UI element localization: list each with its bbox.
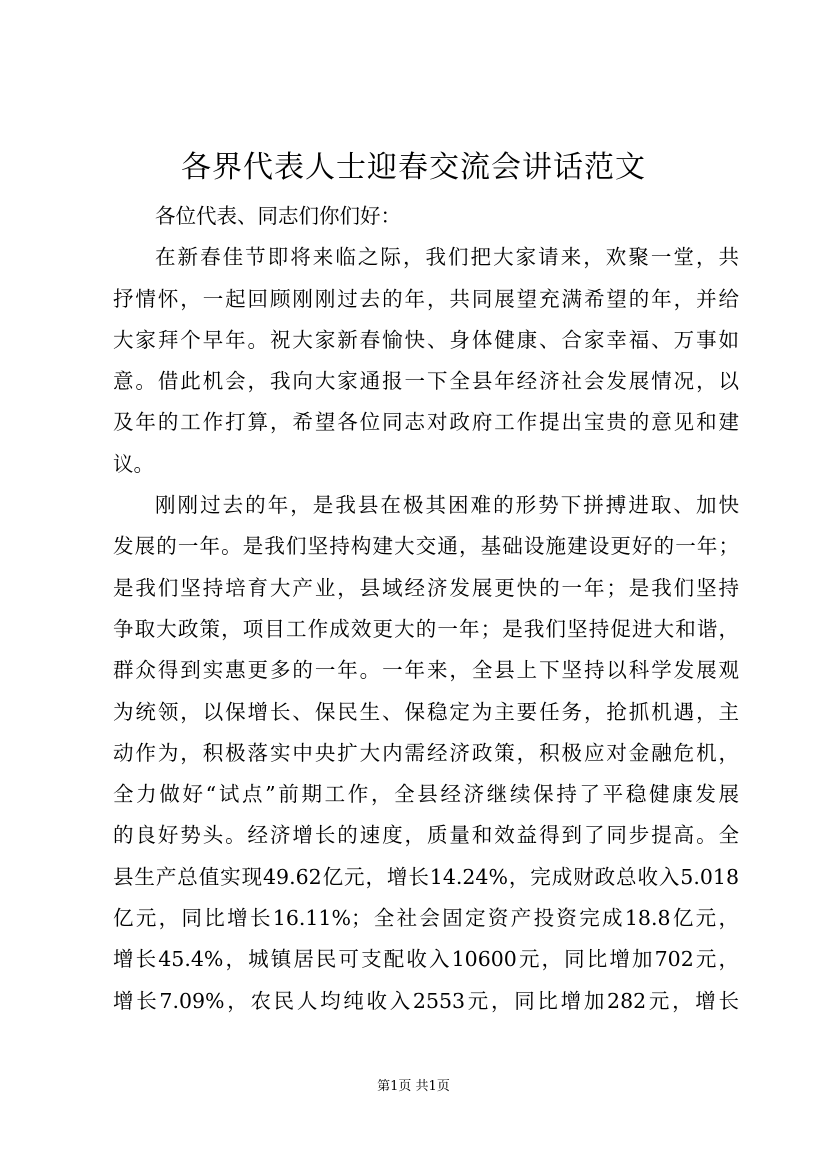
paragraph-line: 亿元，同比增长16.11%；全社会固定资产投资完成18.8亿元， <box>113 906 739 931</box>
paragraph-line: 发展的一年。是我们坚持构建大交通，基础设施建设更好的一年； <box>113 534 739 559</box>
paragraph-line: 县生产总值实现49.62亿元，增长14.24%，完成财政总收入5.018 <box>113 864 739 889</box>
paragraph-line: 意。借此机会，我向大家通报一下全县年经济社会发展情况，以 <box>113 369 739 394</box>
paragraph-line: 是我们坚持培育大产业，县域经济发展更快的一年；是我们坚持 <box>113 575 739 600</box>
paragraph-line: 的良好势头。经济增长的速度，质量和效益得到了同步提高。全 <box>113 823 739 848</box>
paragraph-line: 动作为，积极落实中央扩大内需经济政策，积极应对金融危机， <box>113 740 739 765</box>
paragraph-line: 刚刚过去的年，是我县在极其困难的形势下拼搏进取、加快 <box>155 493 739 518</box>
paragraph-line: 争取大政策，项目工作成效更大的一年；是我们坚持促进大和谐， <box>113 616 739 641</box>
salutation-line: 各位代表、同志们你们好： <box>155 204 401 228</box>
paragraph-line: 抒情怀，一起回顾刚刚过去的年，共同展望充满希望的年，并给 <box>113 286 739 311</box>
paragraph-line: 全力做好“试点”前期工作，全县经济继续保持了平稳健康发展 <box>113 782 739 807</box>
paragraph-line: 增长45.4%，城镇居民可支配收入10600元，同比增加702元， <box>113 947 739 972</box>
paragraph-line: 及年的工作打算，希望各位同志对政府工作提出宝贵的意见和建 <box>113 410 739 435</box>
document-body <box>113 196 739 1022</box>
paragraph-line: 群众得到实惠更多的一年。一年来，全县上下坚持以科学发展观 <box>113 658 739 683</box>
paragraph-line: 为统领，以保增长、保民生、保稳定为主要任务，抢抓机遇，主 <box>113 699 739 724</box>
paragraph-line: 大家拜个早年。祝大家新春愉快、身体健康、合家幸福、万事如 <box>113 327 739 352</box>
document-title: 各界代表人士迎春交流会讲话范文 <box>181 150 646 185</box>
page-footer: 第1页 共1页 <box>377 1079 450 1094</box>
paragraph-line: 议。 <box>113 451 154 476</box>
paragraph-line: 在新春佳节即将来临之际，我们把大家请来，欢聚一堂，共 <box>155 245 739 270</box>
paragraph-line: 增长7.09%，农民人均纯收入2553元，同比增加282元，增长 <box>113 988 739 1013</box>
